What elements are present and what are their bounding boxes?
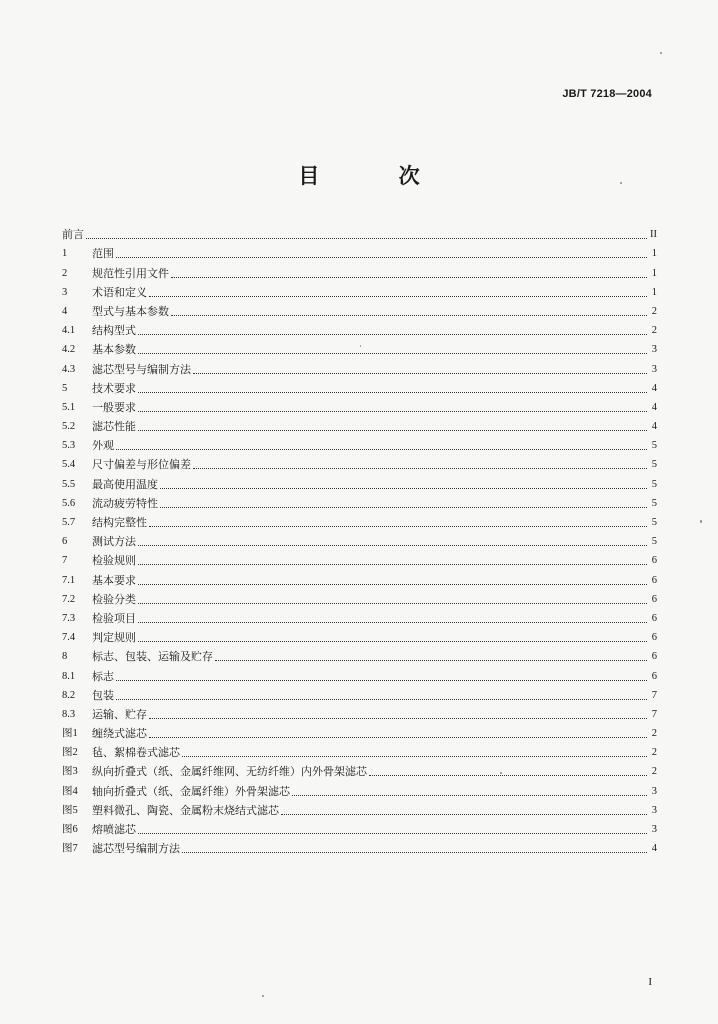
toc-entry xyxy=(62,799,657,818)
toc-entry-number: 7 xyxy=(62,555,68,567)
toc-entry-label: 测试方法 xyxy=(92,535,136,549)
toc-entry xyxy=(62,626,657,645)
toc-entry-page: 6 xyxy=(651,632,657,644)
toc-entry-number: 图2 xyxy=(62,747,78,759)
toc-entry-number: 图6 xyxy=(62,824,78,835)
toc-entry-number: 4.1 xyxy=(62,325,76,337)
toc-entry-label: 缠绕式滤芯 xyxy=(92,727,147,741)
toc-entry-page: 7 xyxy=(651,708,657,720)
toc-leader-dots xyxy=(292,794,647,796)
toc-entry-number: 5.5 xyxy=(62,478,76,490)
toc-leader-dots xyxy=(138,391,647,393)
toc-entry-page: 1 xyxy=(651,286,657,298)
toc-entry xyxy=(62,760,657,779)
toc-leader-dots xyxy=(138,410,647,412)
toc-entry xyxy=(62,568,657,587)
toc-entry-number: 图1 xyxy=(62,728,78,740)
toc-entry-label: 结构完整性 xyxy=(92,516,147,529)
toc-entry-number: 1 xyxy=(62,248,68,260)
toc-entry-label: 毡、絮棉卷式滤芯 xyxy=(92,746,180,760)
toc-entry-label: 规范性引用文件 xyxy=(92,266,169,280)
toc-entry-page: 6 xyxy=(651,612,657,624)
toc-entry-label: 尺寸偏差与形位偏差 xyxy=(92,458,191,472)
toc-entry-label: 前言 xyxy=(62,228,84,242)
toc-entry-label: 滤芯型号与编制方法 xyxy=(92,362,191,376)
toc-entry xyxy=(62,588,657,607)
toc-leader-dots xyxy=(160,487,647,489)
toc-leader-dots xyxy=(138,583,647,585)
toc-entry-label: 术语和定义 xyxy=(92,285,147,299)
toc-entry-label: 标志、包装、运输及贮存 xyxy=(92,650,213,664)
toc-entry-number: 5 xyxy=(62,382,68,394)
toc-entry-page: 2 xyxy=(651,747,657,759)
toc-entry-page: 6 xyxy=(651,593,657,605)
toc-entry xyxy=(62,779,657,798)
toc-entry-page: 2 xyxy=(651,325,657,337)
toc-entry-number: 8.3 xyxy=(62,708,76,720)
toc-entry-page: 3 xyxy=(651,363,657,375)
toc-entry-page: 1 xyxy=(651,267,657,279)
toc-entry-label: 基本要求 xyxy=(92,573,136,587)
toc-entry-page: 3 xyxy=(651,804,657,816)
toc-leader-dots xyxy=(149,717,647,719)
toc-entry-page: 6 xyxy=(651,670,657,682)
toc-entry xyxy=(62,492,657,511)
page-number: I xyxy=(648,976,652,988)
toc-entry xyxy=(62,511,657,530)
scan-speck xyxy=(660,52,662,54)
toc-entry-number: 图7 xyxy=(62,843,78,855)
toc-entry-number: 4.3 xyxy=(62,363,76,375)
toc-entry-label: 检验规则 xyxy=(92,554,136,568)
toc-entry-page: 5 xyxy=(651,517,657,528)
toc-leader-dots xyxy=(138,602,647,604)
toc-entry xyxy=(62,242,657,261)
toc-entry-page: 4 xyxy=(651,421,657,433)
toc-leader-dots xyxy=(182,755,647,757)
toc-leader-dots xyxy=(171,276,647,278)
toc-entry xyxy=(62,396,657,415)
toc-leader-dots xyxy=(138,832,647,834)
toc-entry-number: 7.3 xyxy=(62,612,76,624)
toc-entry-label: 范围 xyxy=(92,247,114,261)
toc-entry-label: 滤芯型号编制方法 xyxy=(92,842,180,856)
toc-leader-dots xyxy=(182,851,647,853)
toc-entry-number: 5.2 xyxy=(62,421,76,433)
toc-entry-page: 6 xyxy=(651,555,657,567)
toc-entry-number: 5.1 xyxy=(62,401,76,413)
toc-entry-page: II xyxy=(650,229,657,241)
toc-entry-number: 5.6 xyxy=(62,497,76,509)
toc-leader-dots xyxy=(193,372,647,374)
toc-entry-page: 3 xyxy=(651,824,657,835)
toc-entry-page: 5 xyxy=(651,459,657,471)
toc-entry xyxy=(62,722,657,741)
toc-entry-number: 4.2 xyxy=(62,344,76,356)
toc-leader-dots xyxy=(160,506,647,508)
toc-entry xyxy=(62,281,657,300)
toc-entry-label: 轴向折叠式（纸、金属纤维）外骨架滤芯 xyxy=(92,784,290,798)
toc-leader-dots xyxy=(86,237,647,239)
toc-entry xyxy=(62,530,657,549)
toc-entry-page: 6 xyxy=(651,574,657,586)
toc-entry-number: 7.2 xyxy=(62,593,76,605)
toc-entry-number: 6 xyxy=(62,536,68,548)
toc-entry-number: 8.1 xyxy=(62,670,76,682)
toc-entry xyxy=(62,415,657,434)
toc-entry-page: 2 xyxy=(651,305,657,317)
toc-entry-label: 熔喷滤芯 xyxy=(92,823,136,836)
toc-entry xyxy=(62,472,657,491)
toc-entry-page: 1 xyxy=(651,248,657,260)
toc-entry-label: 流动疲劳特性 xyxy=(92,496,158,510)
toc-entry-page: 5 xyxy=(651,497,657,509)
toc-leader-dots xyxy=(138,563,647,565)
page-title: 目 次 xyxy=(298,164,456,188)
toc-entry-label: 标志 xyxy=(92,669,114,683)
toc-entry-number: 图4 xyxy=(62,785,78,797)
toc-entry-number: 5.7 xyxy=(62,517,76,528)
toc-leader-dots xyxy=(116,256,647,258)
toc-entry-label: 检验项目 xyxy=(92,611,136,625)
scan-speck xyxy=(360,345,361,347)
toc-entry-label: 包装 xyxy=(92,688,114,702)
toc-entry-page: 5 xyxy=(651,536,657,548)
toc-entry xyxy=(62,741,657,760)
toc-entry-page: 2 xyxy=(651,766,657,778)
toc-entry-page: 7 xyxy=(651,689,657,701)
toc-leader-dots xyxy=(149,525,647,527)
scan-speck xyxy=(620,182,622,184)
toc-entry xyxy=(62,645,657,664)
toc-entry xyxy=(62,319,657,338)
toc-entry-label: 最高使用温度 xyxy=(92,477,158,491)
toc-entry-label: 外观 xyxy=(92,439,114,453)
toc-entry-number: 8.2 xyxy=(62,689,76,701)
toc-entry xyxy=(62,453,657,472)
toc-leader-dots xyxy=(369,774,647,776)
toc-entry xyxy=(62,261,657,280)
toc-leader-dots xyxy=(149,295,647,297)
toc-leader-dots xyxy=(171,314,647,316)
toc-entry xyxy=(62,607,657,626)
toc-entry-page: 3 xyxy=(651,785,657,797)
toc-leader-dots xyxy=(193,467,647,469)
toc-entry-number: 7.4 xyxy=(62,632,76,644)
toc-leader-dots xyxy=(215,659,647,661)
toc-entry-number: 2 xyxy=(62,267,68,279)
toc-entry-label: 技术要求 xyxy=(92,381,136,395)
toc-entry-label: 滤芯性能 xyxy=(92,420,136,434)
toc-entry xyxy=(62,223,657,242)
toc-leader-dots xyxy=(138,640,647,642)
toc-leader-dots xyxy=(281,813,647,815)
toc-leader-dots xyxy=(149,736,647,738)
toc-entry-label: 运输、贮存 xyxy=(92,707,147,721)
toc-entry xyxy=(62,684,657,703)
toc-leader-dots xyxy=(116,698,647,700)
toc-leader-dots xyxy=(138,352,647,354)
scan-speck xyxy=(700,520,702,523)
toc-entry-label: 纵向折叠式（纸、金属纤维网、无纺纤维）内外骨架滤芯 xyxy=(92,765,367,779)
toc-entry-number: 3 xyxy=(62,286,68,298)
toc-entry-label: 基本参数 xyxy=(92,343,136,357)
toc-entry-page: 6 xyxy=(651,651,657,663)
toc-entry-page: 5 xyxy=(651,440,657,452)
toc-entry-label: 一般要求 xyxy=(92,400,136,414)
toc-leader-dots xyxy=(138,333,647,335)
toc-entry xyxy=(62,837,657,856)
toc-entry-number: 8 xyxy=(62,651,68,663)
toc-entry xyxy=(62,357,657,376)
toc-leader-dots xyxy=(138,429,647,431)
document-code: JB/T 7218—2004 xyxy=(562,88,652,100)
toc-entry-page: 4 xyxy=(651,843,657,855)
toc-entry-number: 5.3 xyxy=(62,440,76,452)
toc-entry xyxy=(62,300,657,319)
toc-entry-label: 判定规则 xyxy=(92,631,136,645)
toc-entry-page: 2 xyxy=(651,728,657,740)
toc-entry xyxy=(62,664,657,683)
toc-entry-number: 5.4 xyxy=(62,459,76,471)
scan-speck xyxy=(500,772,502,774)
toc-entry-page: 5 xyxy=(651,478,657,490)
toc-entry xyxy=(62,434,657,453)
toc-leader-dots xyxy=(138,621,647,623)
toc-entry-page: 4 xyxy=(651,401,657,413)
toc-entry xyxy=(62,338,657,357)
toc-entry xyxy=(62,549,657,568)
toc-leader-dots xyxy=(116,448,647,450)
toc-entry-page: 4 xyxy=(651,382,657,394)
toc-entry-number: 7.1 xyxy=(62,574,76,586)
toc-entry xyxy=(62,377,657,396)
toc-entry-label: 检验分类 xyxy=(92,592,136,606)
toc-entry-label: 结构型式 xyxy=(92,324,136,338)
toc-entry-number: 图3 xyxy=(62,766,78,778)
table-of-contents xyxy=(62,223,657,856)
toc-entry-label: 塑料微孔、陶瓷、金属粉末烧结式滤芯 xyxy=(92,803,279,817)
toc-entry-number: 图5 xyxy=(62,804,78,816)
toc-leader-dots xyxy=(116,679,647,681)
toc-leader-dots xyxy=(138,544,647,546)
toc-entry-page: 3 xyxy=(651,344,657,356)
toc-entry xyxy=(62,703,657,722)
toc-entry-number: 4 xyxy=(62,305,68,317)
scan-speck xyxy=(262,995,264,997)
toc-entry-label: 型式与基本参数 xyxy=(92,304,169,318)
toc-entry xyxy=(62,818,657,837)
